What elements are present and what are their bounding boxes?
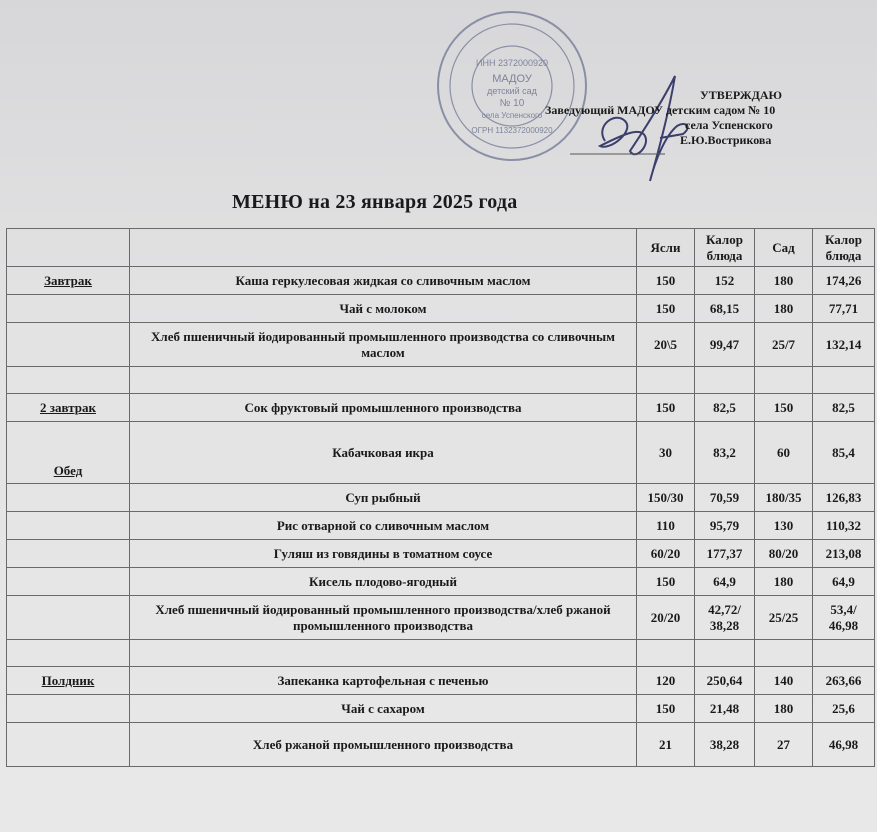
dish-name: Кабачковая икра [130,422,637,484]
yasli-calories: 64,9 [695,568,755,596]
sad-calories: 77,71 [813,295,875,323]
dish-name: Кисель плодово-ягодный [130,568,637,596]
sad-calories: 46,98 [813,723,875,767]
sad-portion: 180/35 [755,484,813,512]
sad-portion: 25/25 [755,596,813,640]
approval-name: Е.Ю.Вострикова [680,133,772,147]
sad-portion: 80/20 [755,540,813,568]
yasli-portion: 150 [637,568,695,596]
header-sad: Сад [755,229,813,267]
dish-name: Гуляш из говядины в томатном соусе [130,540,637,568]
meal-label [7,323,130,367]
header-kal-yasli: Калор блюда [695,229,755,267]
dish-name: Суп рыбный [130,484,637,512]
sad-calories: 263,66 [813,667,875,695]
dish-name: Хлеб ржаной промышленного производства [130,723,637,767]
approval-position: Заведующий МАДОУ детским садом № 10 [545,103,776,117]
sad-portion: 130 [755,512,813,540]
dish-name: Запеканка картофельная с печенью [130,667,637,695]
spacer-row [7,367,875,394]
dish-name: Каша геркулесовая жидкая со сливочным маслом [130,267,637,295]
sad-portion: 27 [755,723,813,767]
yasli-portion: 120 [637,667,695,695]
sad-calories: 132,14 [813,323,875,367]
sad-portion: 180 [755,568,813,596]
yasli-calories: 70,59 [695,484,755,512]
table-row [7,723,875,767]
meal-label [7,723,130,767]
approval-village: села Успенского [685,118,773,132]
sad-portion: 180 [755,267,813,295]
table-row [7,596,875,640]
yasli-calories: 99,47 [695,323,755,367]
yasli-calories: 68,15 [695,295,755,323]
meal-label [7,540,130,568]
table-row [7,267,875,295]
sad-portion: 150 [755,394,813,422]
table-row [7,484,875,512]
table-row [7,295,875,323]
meal-label: Обед [7,422,130,484]
sad-calories: 126,83 [813,484,875,512]
svg-text:№ 10: № 10 [499,98,525,109]
table-row [7,422,875,484]
approval-block [545,88,835,148]
sad-calories: 110,32 [813,512,875,540]
yasli-portion: 30 [637,422,695,484]
sad-calories: 85,4 [813,422,875,484]
yasli-portion: 110 [637,512,695,540]
table-row [7,323,875,367]
yasli-calories: 177,37 [695,540,755,568]
yasli-portion: 20/20 [637,596,695,640]
yasli-calories: 250,64 [695,667,755,695]
meal-label [7,512,130,540]
yasli-portion: 150 [637,695,695,723]
sad-calories: 53,4/ 46,98 [813,596,875,640]
header-dish-cell [130,229,637,267]
yasli-portion: 150/30 [637,484,695,512]
menu-table [6,228,875,767]
meal-label [7,568,130,596]
sad-portion: 60 [755,422,813,484]
table-row [7,394,875,422]
dish-name: Хлеб пшеничный йодированный промышленного производства со сливочным маслом [130,323,637,367]
yasli-portion: 150 [637,267,695,295]
spacer-row [7,640,875,667]
yasli-portion: 20\5 [637,323,695,367]
yasli-calories: 95,79 [695,512,755,540]
header-yasli: Ясли [637,229,695,267]
table-row [7,568,875,596]
meal-label [7,695,130,723]
svg-text:детский сад: детский сад [487,86,537,96]
meal-label: Полдник [7,667,130,695]
dish-name: Рис отварной со сливочным маслом [130,512,637,540]
sad-calories: 64,9 [813,568,875,596]
meal-label: Завтрак [7,267,130,295]
dish-name: Чай с сахаром [130,695,637,723]
header-kal-sad: Калор блюда [813,229,875,267]
table-row [7,667,875,695]
yasli-calories: 82,5 [695,394,755,422]
dish-name: Хлеб пшеничный йодированный промышленного производства/хлеб ржаной промышленного производства [130,596,637,640]
dish-name: Чай с молоком [130,295,637,323]
meal-label [7,596,130,640]
yasli-calories: 38,28 [695,723,755,767]
meal-label [7,295,130,323]
sad-calories: 213,08 [813,540,875,568]
sad-calories: 25,6 [813,695,875,723]
meal-label [7,484,130,512]
svg-text:села Успенского: села Успенского [481,111,543,120]
sad-calories: 174,26 [813,267,875,295]
menu-title: МЕНЮ на 23 января 2025 года [232,191,518,213]
sad-portion: 180 [755,695,813,723]
sad-portion: 180 [755,295,813,323]
yasli-calories: 42,72/ 38,28 [695,596,755,640]
approval-heading: УТВЕРЖДАЮ [700,88,783,102]
sad-calories: 82,5 [813,394,875,422]
sad-portion: 25/7 [755,323,813,367]
header-meal-cell [7,229,130,267]
table-row [7,540,875,568]
yasli-portion: 150 [637,394,695,422]
yasli-calories: 21,48 [695,695,755,723]
meal-label: 2 завтрак [7,394,130,422]
yasli-portion: 60/20 [637,540,695,568]
table-row [7,695,875,723]
sad-portion: 140 [755,667,813,695]
svg-text:ИНН 2372000920: ИНН 2372000920 [475,58,549,68]
yasli-calories: 83,2 [695,422,755,484]
dish-name: Сок фруктовый промышленного производства [130,394,637,422]
table-row [7,512,875,540]
svg-text:ОГРН 1132372000920: ОГРН 1132372000920 [471,126,553,135]
svg-text:МАДОУ: МАДОУ [492,73,532,85]
yasli-calories: 152 [695,267,755,295]
yasli-portion: 150 [637,295,695,323]
table-header-row [7,229,875,267]
yasli-portion: 21 [637,723,695,767]
